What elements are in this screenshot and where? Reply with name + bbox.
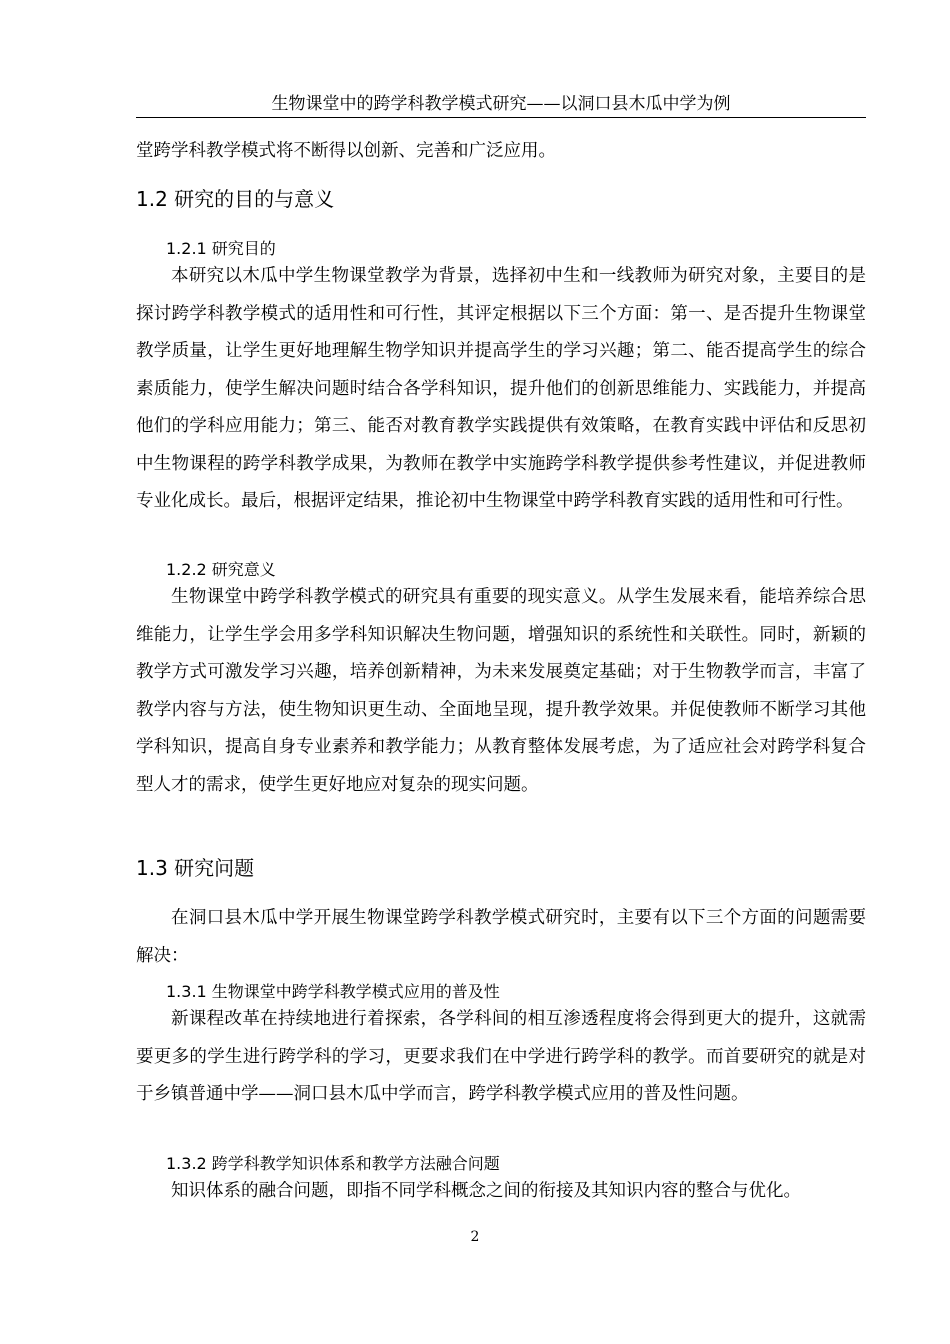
paragraph-research-significance: 生物课堂中跨学科教学模式的研究具有重要的现实意义。从学生发展来看，能培养综合思维能力，让学生学会用多学科知识解决生物问题，增强知识的系统性和关联性。同时，新颖的教学方式可激发学习兴趣，培养创新精神，为未来发展奠定基础；对于生物教学而言，丰富了教学内容与方法，使生物知识更生动、全面地呈现，提升教学效果。并促使教师不断学习其他学科知识，提高自身专业素养和教学能力；从教育整体发展考虑，为了适应社会对跨学科复合型人才的需求，使学生更好地应对复杂的现实问题。 [136,587,866,795]
subsection-1-3-2 [136,1152,866,1211]
subsection-1-3-1 [136,980,866,1114]
subsection-1-2-1 [136,237,866,521]
subsection-heading-1-2-2: 1.2.2 研究意义 [166,560,276,579]
section-heading-1-3: 1.3 研究问题 [136,856,255,880]
page-number: 2 [470,1229,480,1245]
continuation-block [136,133,866,171]
continuation-paragraph: 堂跨学科教学模式将不断得以创新、完善和广泛应用。 [136,141,556,161]
subsection-heading-1-3-2: 1.3.2 跨学科教学知识体系和教学方法融合问题 [166,1154,500,1173]
subsection-heading-1-2-1: 1.2.1 研究目的 [166,239,276,258]
subsection-heading-1-3-1: 1.3.1 生物课堂中跨学科教学模式应用的普及性 [166,982,500,1001]
section-1-2 [136,186,866,212]
paragraph-popularity: 新课程改革在持续地进行着探索，各学科间的相互渗透程度将会得到更大的提升，这就需要更多的学生进行跨学科的学习，更要求我们在中学进行跨学科的教学。而首要研究的就是对于乡镇普通中学——洞口县木瓜中学而言，跨学科教学模式应用的普及性问题。 [136,1009,866,1104]
paragraph-research-questions-intro: 在洞口县木瓜中学开展生物课堂跨学科教学模式研究时，主要有以下三个方面的问题需要解决： [136,908,866,966]
subsection-1-2-2 [136,558,866,804]
paragraph-knowledge-integration: 知识体系的融合问题，即指不同学科概念之间的衔接及其知识内容的整合与优化。 [171,1181,801,1201]
paragraph-research-purpose: 本研究以木瓜中学生物课堂教学为背景，选择初中生和一线教师为研究对象，主要目的是探讨跨学科教学模式的适用性和可行性，其评定根据以下三个方面：第一、是否提升生物课堂教学质量，让学生更好地理解生物学知识并提高学生的学习兴趣；第二、能否提高学生的综合素质能力，使学生解决问题时结合各学科知识，提升他们的创新思维能力、实践能力，并提高他们的学科应用能力；第三、能否对教育教学实践提供有效策略，在教育实践中评估和反思初中生物课程的跨学科教学成果，为教师在教学中实施跨学科教学提供参考性建议，并促进教师专业化成长。最后，根据评定结果，推论初中生物课堂中跨学科教育实践的适用性和可行性。 [136,266,866,511]
section-heading-1-2: 1.2 研究的目的与意义 [136,187,335,211]
section-1-3-intro [136,900,866,975]
running-header: 生物课堂中的跨学科教学模式研究——以洞口县木瓜中学为例 [271,94,731,114]
section-1-3 [136,855,866,881]
header-rule [136,117,866,118]
